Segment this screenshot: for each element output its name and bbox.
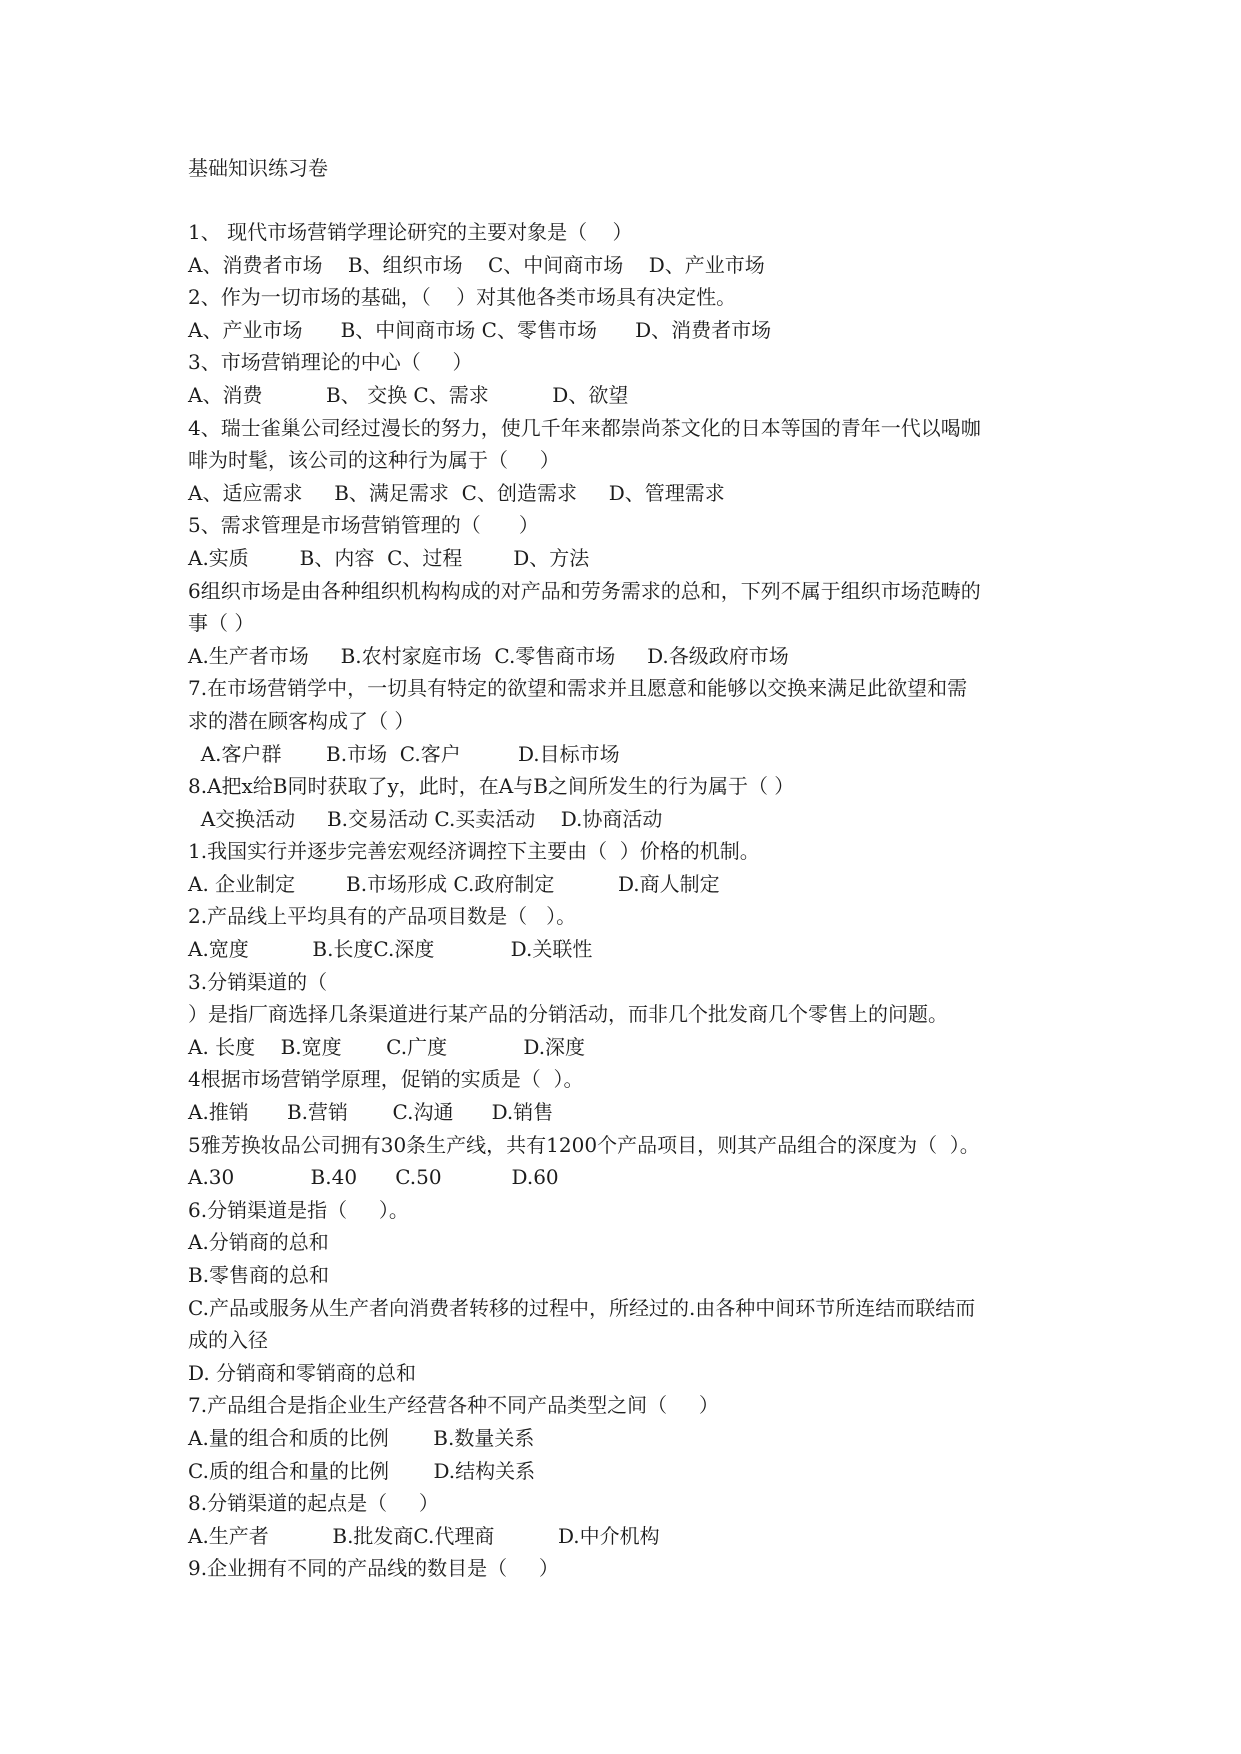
text-line: 求的潜在顾客构成了（ ）: [188, 708, 415, 733]
text-line: B.零售商的总和: [188, 1263, 330, 1287]
text-line: 6组织市场是由各种组织机构构成的对产品和劳务需求的总和，下列不属于组织市场范畴的: [188, 578, 981, 603]
text-line: A.推销 B.营销 C.沟通 D.销售: [188, 1100, 554, 1125]
text-line: A交换活动 B.交易活动 C.买卖活动 D.协商活动: [188, 806, 663, 831]
text-line: 成的入径: [188, 1328, 268, 1353]
text-line: 2.产品线上平均具有的产品项目数是（ ）。: [188, 904, 577, 929]
text-line: 4、瑞士雀巢公司经过漫长的努力，使几千年来都崇尚茶文化的日本等国的青年一代以喝咖: [188, 415, 981, 440]
text-line: 4根据市场营销学原理，促销的实质是（ ）。: [188, 1067, 584, 1092]
text-line: A.实质 B、内容 C、过程 D、方法: [188, 545, 590, 570]
text-line: 7.在市场营销学中，一切具有特定的欲望和需求并且愿意和能够以交换来满足此欲望和需: [188, 676, 968, 701]
text-line: 5雅芳换妆品公司拥有30条生产线，共有1200个产品项目，则其产品组合的深度为（ ）。: [188, 1132, 980, 1157]
text-line: ）是指厂商选择几条渠道进行某产品的分销活动，而非几个批发商几个零售上的问题。: [188, 1002, 948, 1027]
text-line: 6.分销渠道是指（ ）。: [188, 1197, 409, 1222]
text-line: A.30 B.40 C.50 D.60: [188, 1165, 559, 1190]
text-line: A.生产者 B.批发商C.代理商 D.中介机构: [188, 1523, 660, 1548]
text-line: 啡为时髦，该公司的这种行为属于（ ）: [188, 448, 560, 473]
text-line: 3.分销渠道的（: [188, 969, 328, 994]
text-line: 1、 现代市场营销学理论研究的主要对象是（ ）: [188, 220, 633, 244]
page-title: 基础知识练习卷: [188, 156, 328, 180]
text-line: D. 分销商和零销商的总和: [188, 1360, 417, 1385]
text-line: 7.产品组合是指企业生产经营各种不同产品类型之间（ ）: [188, 1393, 719, 1418]
text-line: A.生产者市场 B.农村家庭市场 C.零售商市场 D.各级政府市场: [188, 643, 789, 668]
question-list: [188, 216, 1068, 1585]
text-line: 事（ ）: [188, 611, 255, 636]
text-line: 8.分销渠道的起点是（ ）: [188, 1491, 439, 1516]
text-line: 2、作为一切市场的基础，（ ）对其他各类市场具有决定性。: [188, 285, 737, 310]
text-line: A.宽度 B.长度C.深度 D.关联性: [188, 937, 593, 962]
text-line: A.客户群 B.市场 C.客户 D.目标市场: [188, 741, 620, 766]
text-line: A、消费者市场 B、组织市场 C、中间商市场 D、产业市场: [188, 252, 765, 277]
text-line: 8.A把x给B同时获取了y，此时，在A与B之间所发生的行为属于（ ）: [188, 774, 795, 799]
text-line: A、适应需求 B、满足需求 C、创造需求 D、管理需求: [188, 480, 725, 505]
text-line: A.分销商的总和: [188, 1230, 329, 1255]
text-line: 9.企业拥有不同的产品线的数目是（ ）: [188, 1556, 559, 1581]
text-line: C.质的组合和量的比例 D.结构关系: [188, 1458, 536, 1483]
text-line: C.产品或服务从生产者向消费者转移的过程中，所经过的.由各种中间环节所连结而联结而: [188, 1295, 976, 1320]
text-line: A、产业市场 B、中间商市场 C、零售市场 D、消费者市场: [188, 317, 772, 342]
text-line: 5、需求管理是市场营销管理的（ ）: [188, 513, 539, 538]
text-line: 1.我国实行并逐步完善宏观经济调控下主要由（ ）价格的机制。: [188, 839, 760, 864]
text-line: A.量的组合和质的比例 B.数量关系: [188, 1425, 535, 1450]
text-line: A、消费 B、 交换 C、需求 D、欲望: [188, 382, 629, 407]
text-line: 3、市场营销理论的中心（ ）: [188, 350, 473, 375]
text-line: A. 企业制定 B.市场形成 C.政府制定 D.商人制定: [188, 871, 720, 896]
text-line: A. 长度 B.宽度 C.广度 D.深度: [188, 1034, 586, 1059]
